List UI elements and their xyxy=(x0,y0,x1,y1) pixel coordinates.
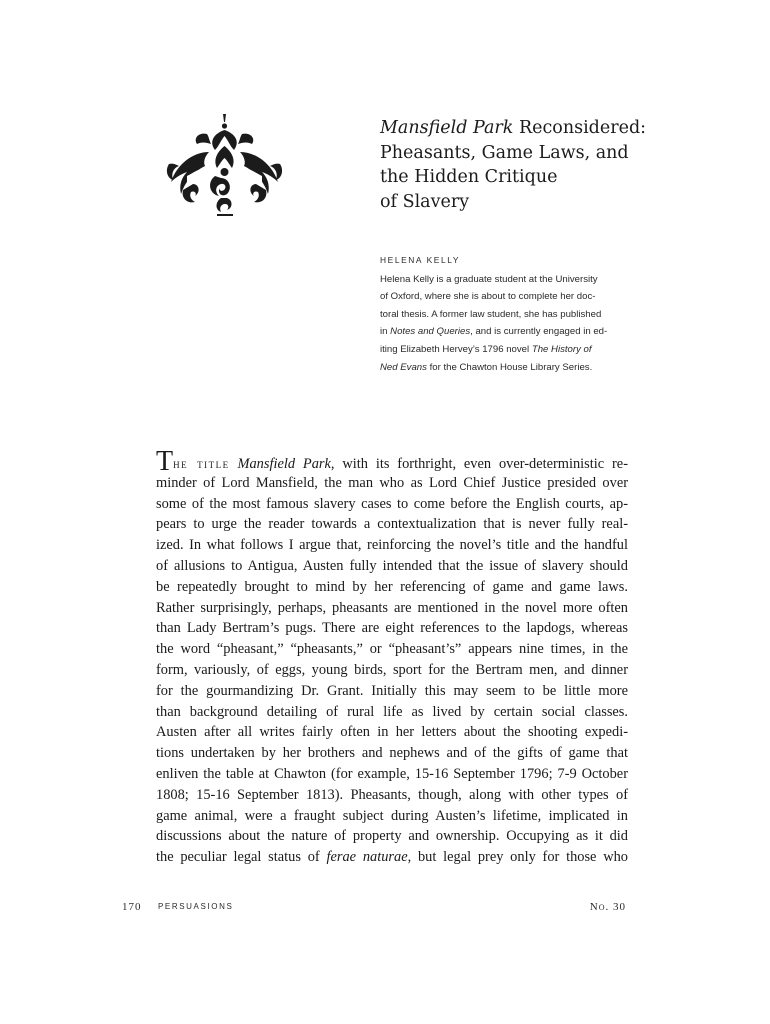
body-text: the peculiar legal status of xyxy=(156,849,327,866)
title-line-2: Pheasants, Game Laws, and xyxy=(380,142,629,163)
body-line xyxy=(156,494,628,515)
body-line-text: be repeatedly brought to mind by her referencing of game and game laws. xyxy=(156,578,628,595)
body-line-text: 1808; 15-16 September 1813). Pheasants, though, along with other types of xyxy=(156,786,628,803)
body-line xyxy=(156,681,628,702)
body-line-text: than background detailing of rural life as lived by certain social classes. xyxy=(156,703,628,720)
body-line xyxy=(156,702,628,723)
body-line xyxy=(156,806,628,827)
bio-text: in xyxy=(380,326,391,338)
title-line-1-rest: Reconsidered: xyxy=(513,118,647,138)
body-line xyxy=(156,660,628,681)
page-footer xyxy=(122,901,626,917)
article-title xyxy=(380,116,680,214)
bio-line xyxy=(380,341,640,359)
author-name: HELENA KELLY xyxy=(380,255,461,265)
body-line-text: Rather surprisingly, perhaps, pheasants are mentioned in the novel more often xyxy=(156,599,628,616)
body-line xyxy=(156,473,628,494)
body-line-text: for the gourmandizing Dr. Grant. Initially this may seem to be little more xyxy=(156,682,628,699)
body-line-text: of allusions to Antigua, Austen fully intended that the issue of slavery should xyxy=(156,557,628,574)
issue-number: No. 30 xyxy=(589,901,626,913)
article-body xyxy=(156,446,628,868)
body-line-text: ized. In what follows I argue that, reinforcing the novel’s title and the handful xyxy=(156,537,628,554)
body-line-text: Austen after all writes fairly often in her letters about the shooting expedi- xyxy=(156,724,628,741)
body-line xyxy=(156,639,628,660)
body-line-text: some of the most famous slavery cases to come before the English courts, ap- xyxy=(156,495,628,512)
body-line xyxy=(156,535,628,556)
body-line-text: game animal, were a fraught subject during Austen’s lifetime, implicated in xyxy=(156,807,628,824)
body-italic: ferae naturae xyxy=(326,849,408,866)
author-bio xyxy=(380,271,640,377)
body-line xyxy=(156,785,628,806)
title-line-3: the Hidden Critique xyxy=(380,167,558,187)
body-line-text: tions undertaken by her brothers and nephews and of the gifts of game that xyxy=(156,745,628,762)
bio-line xyxy=(380,359,640,377)
journal-name: PERSUASIONS xyxy=(158,902,234,911)
bio-italic: The History of xyxy=(531,343,592,355)
body-line xyxy=(156,743,628,764)
body-line-text: minder of Lord Mansfield, the man who as Lord Chief Justice presided over xyxy=(156,474,628,491)
body-line xyxy=(156,722,628,743)
bio-line: toral thesis. A former law student, she has published xyxy=(380,308,602,320)
bio-italic: Ned Evans xyxy=(380,361,427,373)
body-line-text: form, variously, of eggs, young birds, sport for the Bertram men, and dinner xyxy=(156,661,628,678)
page-number: 170 xyxy=(122,901,142,913)
bio-text: for the Chawton House Library Series. xyxy=(426,361,593,373)
title-line-4: of Slavery xyxy=(380,191,470,212)
title-line-1 xyxy=(380,116,680,141)
body-text: , with its forthright, even over-deterministic re- xyxy=(330,456,628,472)
body-line xyxy=(156,598,628,619)
body-line-text: pears to urge the reader towards a contextualization that is never fully real- xyxy=(156,516,628,533)
body-line-text: than Lady Bertram’s pugs. There are eight references to the lapdogs, whereas xyxy=(156,620,628,637)
bio-text: iting Elizabeth Hervey’s 1796 novel xyxy=(380,343,532,355)
bio-italic: Notes and Queries xyxy=(390,326,471,338)
bio-line: Helena Kelly is a graduate student at the University xyxy=(380,273,598,285)
body-line xyxy=(156,577,628,598)
body-line-text: enliven the table at Chawton (for example, 15-16 September 1796; 7-9 October xyxy=(156,765,628,782)
body-line-text: the word “pheasant,” “pheasants,” or “pheasant’s” appears nine times, in the xyxy=(156,641,628,658)
body-text: , but legal prey only for those who xyxy=(407,849,628,866)
body-line xyxy=(156,826,628,847)
body-first-line xyxy=(156,446,628,477)
drop-cap: T xyxy=(156,446,174,477)
body-last-line xyxy=(156,847,628,868)
bio-line xyxy=(380,323,640,341)
body-line-text: discussions about the nature of property and ownership. Occupying as it did xyxy=(156,828,628,845)
fleuron-ornament-icon xyxy=(163,112,287,218)
bio-line: of Oxford, where she is about to complete her doc- xyxy=(380,291,596,303)
bio-text: , and is currently engaged in ed- xyxy=(470,326,608,338)
body-line xyxy=(156,764,628,785)
body-line xyxy=(156,618,628,639)
body-line xyxy=(156,556,628,577)
title-italic: Mansfield Park xyxy=(380,118,514,138)
small-caps-opening: he title xyxy=(173,456,230,471)
body-italic: Mansfield Park xyxy=(237,456,331,472)
body-line xyxy=(156,514,628,535)
author-block xyxy=(380,252,640,376)
